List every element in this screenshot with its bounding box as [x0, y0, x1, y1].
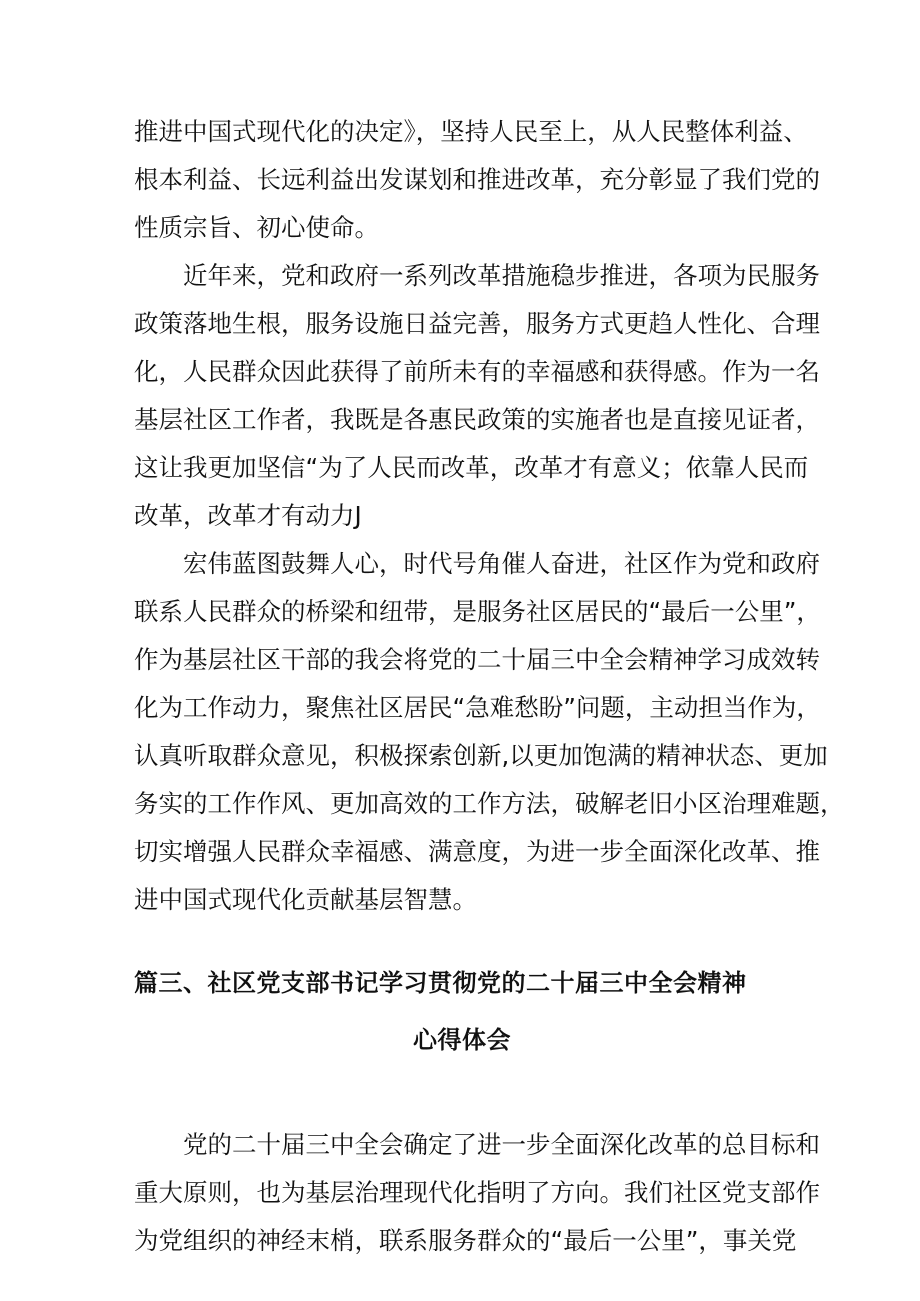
paragraph-1-line-3: 性质宗旨、初心使命。 — [134, 213, 379, 242]
paragraph-1-line-2: 根本利益、长远利益出发谋划和推进改革，充分彰显了我们党的 — [134, 165, 820, 194]
section-heading-line-2: 心得体会 — [413, 1026, 511, 1054]
paragraph-3-line-1: 宏伟蓝图鼓舞人心，时代号角催人奋进，社区作为党和政府 — [183, 549, 820, 578]
paragraph-3-line-3: 作为基层社区干部的我会将党的二十届三中全会精神学习成效转 — [134, 645, 820, 674]
closing-paragraph-line-1: 党的二十届三中全会确定了进一步全面深化改革的总目标和 — [183, 1130, 820, 1159]
paragraph-3-line-4: 化为工作动力，聚焦社区居民“急难愁盼”问题，主动担当作为， — [134, 693, 821, 722]
paragraph-3-line-5: 认真听取群众意见，积极探索创新,以更加饱满的精神状态、更加 — [134, 741, 828, 770]
paragraph-2-line-6: 改革，改革才有动力J — [134, 501, 362, 530]
closing-paragraph-line-2: 重大原则，也为基层治理现代化指明了方向。我们社区党支部作 — [134, 1178, 820, 1207]
paragraph-2-line-1: 近年来，党和政府一系列改革措施稳步推进，各项为民服务 — [183, 261, 820, 290]
paragraph-2-line-2: 政策落地生根，服务设施日益完善，服务方式更趋人性化、合理 — [134, 309, 820, 338]
paragraph-3-line-6: 务实的工作作风、更加高效的工作方法，破解老旧小区治理难题， — [134, 789, 845, 818]
paragraph-2-line-5: 这让我更加坚信“为了人民而改革，改革才有意义；依靠人民而 — [134, 453, 809, 482]
paragraph-3-line-7: 切实增强人民群众幸福感、满意度，为进一步全面深化改革、推 — [134, 837, 820, 866]
paragraph-3-line-2: 联系人民群众的桥梁和纽带，是服务社区居民的“最后一公里”， — [134, 597, 821, 626]
closing-paragraph-line-3: 为党组织的神经末梢，联系服务群众的“最后一公里”，事关党 — [134, 1226, 797, 1255]
paragraph-3-line-8: 进中国式现代化贡献基层智慧。 — [134, 885, 477, 914]
paragraph-2-line-4: 基层社区工作者，我既是各惠民政策的实施者也是直接见证者， — [134, 405, 820, 434]
paragraph-2-line-3: 化，人民群众因此获得了前所未有的幸福感和获得感。作为一名 — [134, 357, 820, 386]
section-heading-line-1: 篇三、社区党支部书记学习贯彻党的二十届三中全会精神 — [134, 969, 747, 997]
paragraph-1-line-1: 推进中国式现代化的决定》，坚持人民至上，从人民整体利益、 — [134, 117, 808, 146]
